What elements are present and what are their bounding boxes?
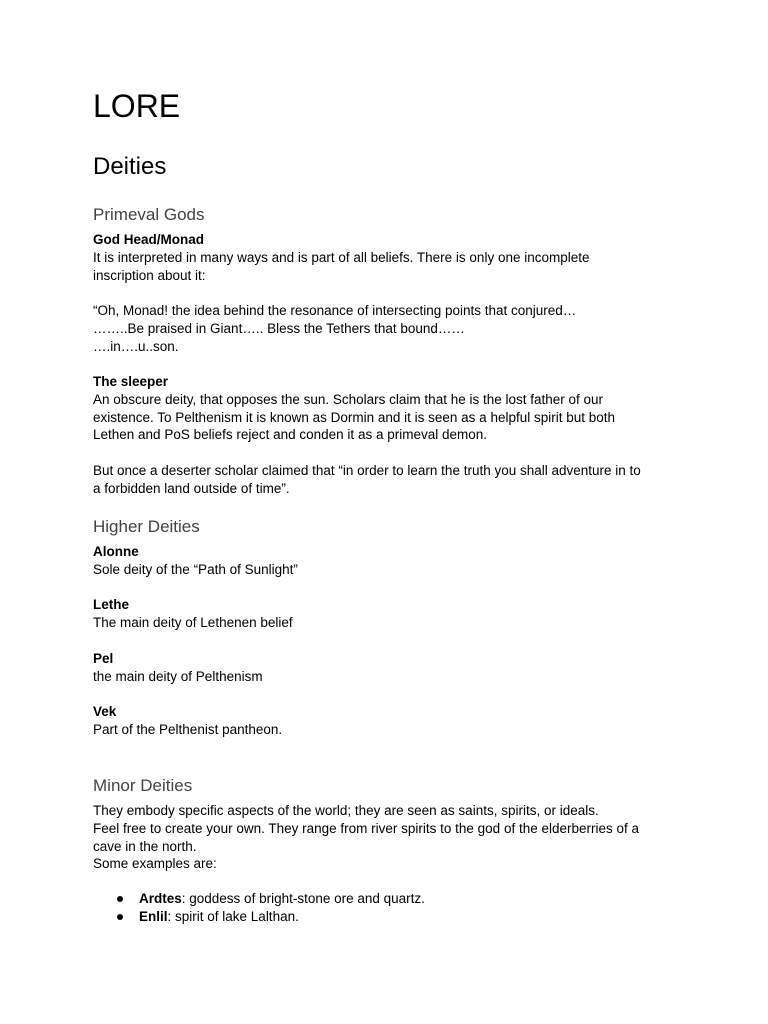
deity-desc: : goddess of bright-stone ore and quartz. bbox=[181, 891, 425, 906]
sleeper-desc-line: Lethen and PoS beliefs reject and conden it as a primeval demon. bbox=[93, 427, 487, 443]
minor-deities-intro bbox=[93, 802, 683, 873]
deity-desc: the main deity of Pelthenism bbox=[93, 668, 263, 684]
higher-deity-alonne bbox=[93, 543, 683, 579]
minor-desc-line: cave in the north. bbox=[93, 838, 197, 854]
deity-desc: The main deity of Lethenen belief bbox=[93, 614, 293, 630]
deity-name: Pel bbox=[93, 651, 114, 666]
inscription-line: “Oh, Monad! the idea behind the resonance of intersecting points that conjured… bbox=[93, 303, 577, 319]
deity-desc: : spirit of lake Lalthan. bbox=[167, 908, 299, 924]
minor-deities-heading: Minor Deities bbox=[93, 776, 193, 795]
godhead-name: God Head/Monad bbox=[93, 232, 204, 247]
deities-heading: Deities bbox=[93, 153, 167, 180]
sleeper-desc-line: existence. To Pelthenism it is known as Dormin and it is seen as a helpful spirit but both bbox=[93, 409, 616, 425]
minor-deities-list bbox=[93, 890, 683, 926]
deity-name: Ardtes bbox=[139, 891, 182, 906]
minor-desc-line: Some examples are: bbox=[93, 856, 217, 872]
deity-desc: Part of the Pelthenist pantheon. bbox=[93, 721, 283, 737]
higher-deity-vek bbox=[93, 703, 683, 739]
higher-deities-heading: Higher Deities bbox=[93, 517, 200, 536]
list-item bbox=[93, 908, 683, 926]
higher-deity-pel bbox=[93, 650, 683, 686]
deity-name: Enlil bbox=[139, 908, 168, 924]
document-title: LORE bbox=[93, 88, 181, 124]
minor-desc-line: Feel free to create your own. They range from river spirits to the god of the elderberries of a bbox=[93, 820, 640, 836]
godhead-desc-line: It is interpreted in many ways and is part of all beliefs. There is only one incomplete bbox=[93, 249, 590, 265]
sleeper-name: The sleeper bbox=[93, 374, 169, 389]
sleeper-desc-line: But once a deserter scholar claimed that “in order to learn the truth you shall adventure in to bbox=[93, 462, 641, 478]
minor-desc-line: They embody specific aspects of the world; they are seen as saints, spirits, or ideals. bbox=[93, 803, 599, 818]
list-item bbox=[93, 890, 683, 908]
inscription-line: ……..Be praised in Giant….. Bless the Tethers that bound…… bbox=[93, 320, 465, 336]
godhead-desc-line: inscription about it: bbox=[93, 267, 206, 283]
higher-deity-lethe bbox=[93, 596, 683, 632]
inscription-line: ….in….u..son. bbox=[93, 338, 179, 354]
deity-name: Vek bbox=[93, 704, 117, 719]
sleeper-desc-line: An obscure deity, that opposes the sun. Scholars claim that he is the lost father of our bbox=[93, 391, 604, 407]
primeval-gods-heading: Primeval Gods bbox=[93, 205, 205, 224]
deity-desc: Sole deity of the “Path of Sunlight” bbox=[93, 561, 298, 577]
sleeper-desc-line: a forbidden land outside of time”. bbox=[93, 480, 290, 496]
bullet-icon bbox=[117, 896, 123, 902]
deity-name: Alonne bbox=[93, 544, 139, 559]
godhead-section bbox=[93, 231, 683, 356]
bullet-icon bbox=[117, 914, 123, 920]
deity-name: Lethe bbox=[93, 597, 130, 612]
sleeper-section bbox=[93, 373, 683, 498]
